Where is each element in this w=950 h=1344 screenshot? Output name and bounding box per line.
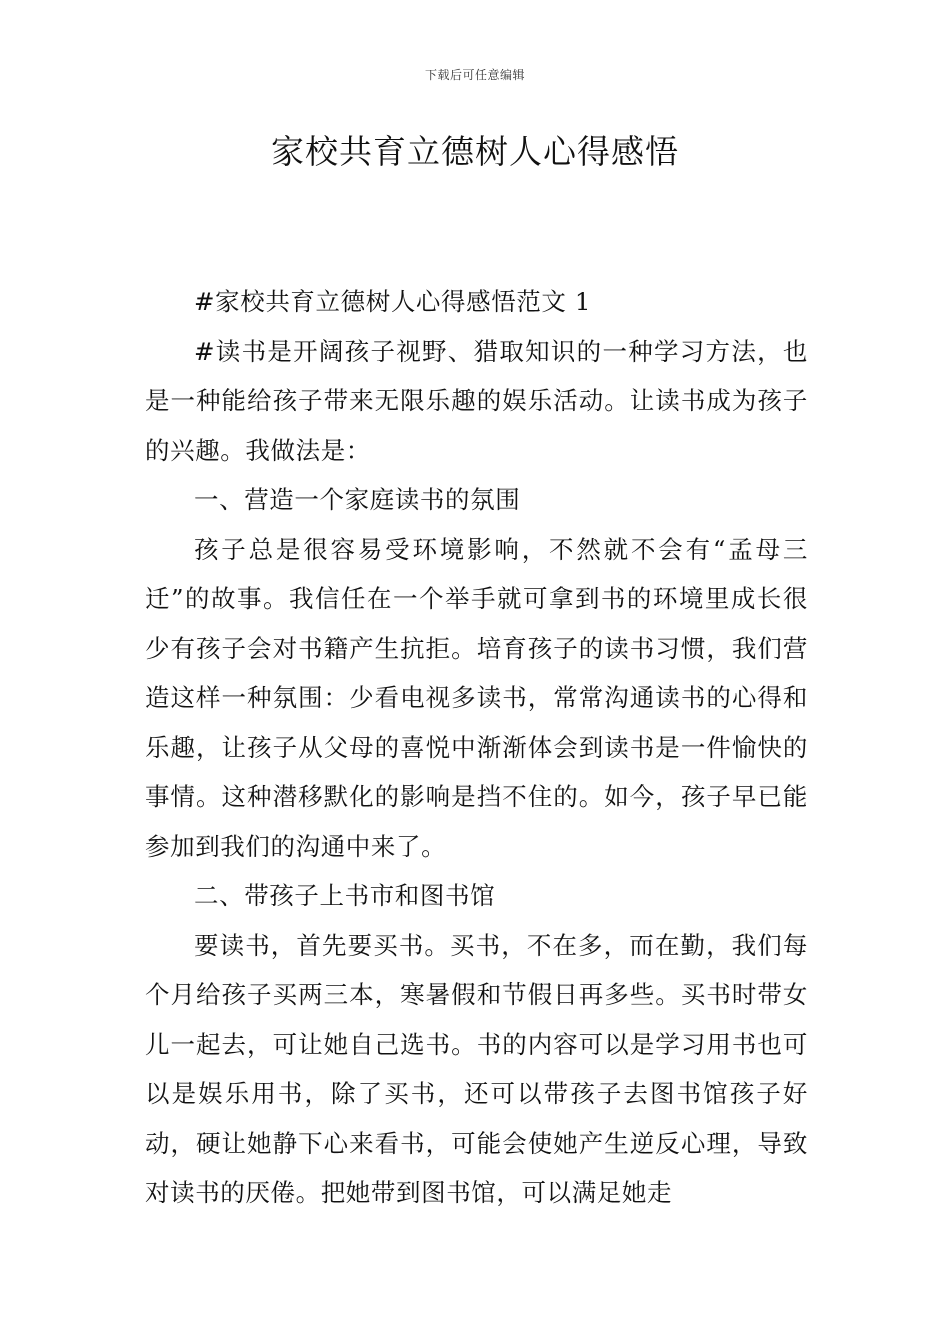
document-title: 家校共育立德树人心得感悟	[271, 132, 679, 171]
document-body	[145, 277, 808, 1218]
paragraph-intro: #读书是开阔孩子视野、猎取知识的一种学习方法，也是一种能给孩子带来无限乐趣的娱乐活动。让读书成为孩子的兴趣。我做法是：	[145, 336, 808, 465]
paragraph-section-2: 要读书，首先要买书。买书，不在多，而在勤，我们每个月给孩子买两三本，寒暑假和节假日再多些。买书时带女儿一起去，可让她自己选书。书的内容可以是学习用书也可以是娱乐用书，除了买书，还可以带孩子去图书馆孩子好动，硬让她静下心来看书，可能会使她产生逆反心理，导致对读书的厌倦。把她带到图书馆，可以满足她走	[145, 930, 808, 1207]
section-heading-1: 一、营造一个家庭读书的氛围	[194, 485, 521, 514]
paragraph-section-1: 孩子总是很容易受环境影响，不然就不会有“孟母三迁”的故事。我信任在一个举手就可拿到书的环境里成长很少有孩子会对书籍产生抗拒。培育孩子的读书习惯，我们营造这样一种氛围：少看电视多读书，常常沟通读书的心得和乐趣，让孩子从父母的喜悦中渐渐体会到读书是一件愉快的事情。这种潜移默化的影响是挡不住的。如今，孩子早已能参加到我们的沟通中来了。	[145, 534, 808, 861]
paragraph-subtitle: #家校共育立德树人心得感悟范文 1	[194, 287, 592, 316]
header-note: 下载后可任意编辑	[424, 68, 525, 82]
section-heading-2: 二、带孩子上书市和图书馆	[194, 881, 496, 910]
